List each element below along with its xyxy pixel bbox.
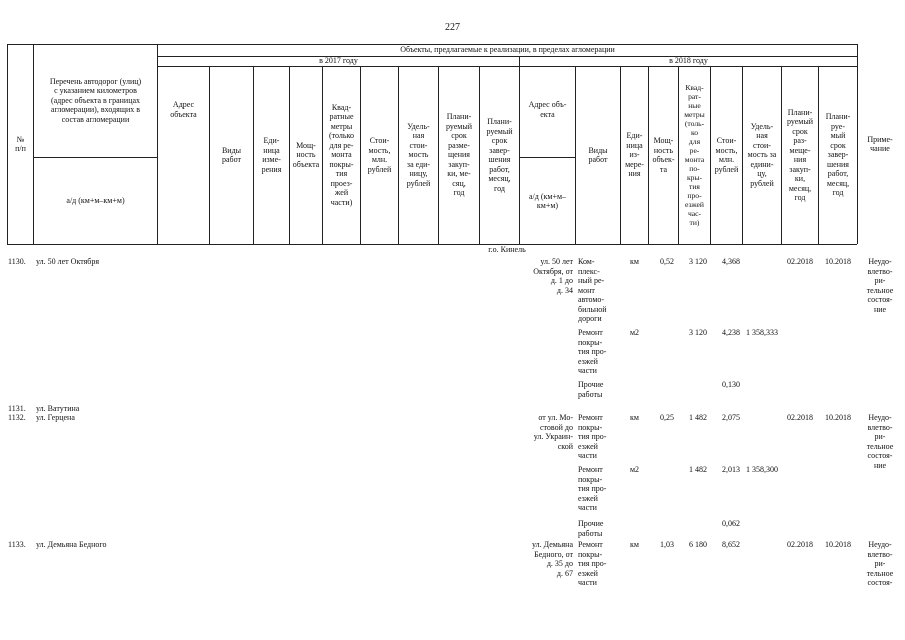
col-2017-finish: Плани- руемый срок завер- шения работ, месяц, год (486, 117, 513, 193)
row-num: 1130. (8, 257, 26, 266)
object-address: ул. Демьяна Бедного, от д. 35 до д. 67 (532, 540, 573, 578)
street-name: ул. 50 лет Октября (36, 257, 100, 266)
col-2018-address: Адрес объ- екта (528, 100, 567, 119)
note: Неудо- влетво- ри- тельное состоя- ние (866, 257, 894, 314)
work-type: Ремонт покры- тия про- езжей части (578, 540, 607, 587)
unit: м2 (629, 328, 640, 337)
work-type: Ремонт покры- тия про- езжей части (578, 413, 607, 460)
row-num: 1131. (8, 404, 26, 413)
cost: 0,130 (722, 380, 740, 389)
purchase-date: 02.2018 (787, 413, 813, 422)
unit: км (630, 413, 639, 422)
col-2017-unit: Еди- ница изме- рения (261, 136, 282, 174)
col-2017-purchase: Плани- руемый срок разме- щения закуп- ки, ме- сяц, год (445, 112, 473, 198)
col-2018-power: Мощ- ность объек- та (652, 136, 675, 174)
unit-cost: 1 358,300 (746, 465, 778, 474)
cost: 8,652 (722, 540, 740, 549)
purchase-date: 02.2018 (787, 257, 813, 266)
work-type: Прочие работы (578, 380, 604, 399)
power: 1,03 (660, 540, 674, 549)
unit: м2 (629, 465, 640, 474)
street-name: ул. Ватутина (36, 404, 80, 413)
square-meters: 3 120 (689, 328, 707, 337)
object-address: от ул. Мо- стовой до ул. Украин- ской (533, 413, 573, 451)
col-roads-header: Перечень автодорог (улиц) с указанием километров (адрес объекта в границах агломерации), входящих в состав агломерации (49, 76, 142, 124)
col-2018-road-km: а/д (км+м– км+м) (528, 191, 567, 210)
col-note-header: Приме- чание (867, 134, 893, 153)
col-2018-finish: Плани- руе- мый срок завер- шения работ, месяц, год (825, 112, 851, 198)
work-type: Ремонт покры- тия про- езжей части (578, 328, 607, 375)
col-2017-sqm: Квад- ратные метры (только для ре- монта покры- тия проез- жей части) (328, 102, 355, 207)
year-2017-header: в 2017 году (319, 56, 358, 66)
cost: 0,062 (722, 519, 740, 528)
col-2017-cost: Стои- мость, млн. рублей (367, 136, 392, 174)
street-name: ул. Герцена (36, 413, 75, 422)
finish-date: 10.2018 (825, 257, 851, 266)
note: Неудо- влетво- ри- тельное состоя- ние (866, 413, 894, 470)
square-meters: 3 120 (689, 257, 707, 266)
cost: 4,368 (722, 257, 740, 266)
cost: 4,238 (722, 328, 740, 337)
cost: 2,013 (722, 465, 740, 474)
square-meters: 1 482 (689, 413, 707, 422)
power: 0,52 (660, 257, 674, 266)
work-type: Ремонт покры- тия про- езжей части (578, 465, 607, 512)
col-2018-cost: Стои- мость, млн. рублей (714, 136, 739, 174)
unit-cost: 1 358,333 (746, 328, 778, 337)
unit: км (630, 540, 639, 549)
col-2018-sqm: Квад- рат- ные метры (толь- ко для ре- монта по- кры- тия про- езжей час- ти) (684, 83, 705, 227)
street-name: ул. Демьяна Бедного (36, 540, 107, 549)
page-number: 227 (445, 22, 460, 33)
col-2017-address: Адрес объекта (170, 100, 197, 119)
note: Неудо- влетво- ри- тельное состоя- (866, 540, 894, 587)
cost: 2,075 (722, 413, 740, 422)
row-num: 1133. (8, 540, 26, 549)
square-meters: 6 180 (689, 540, 707, 549)
unit: км (630, 257, 639, 266)
col-2018-unit: Еди- ница из- мере- ния (625, 131, 644, 179)
row-num: 1132. (8, 413, 26, 422)
work-type: Прочие работы (578, 519, 604, 538)
finish-date: 10.2018 (825, 540, 851, 549)
year-2018-header: в 2018 году (669, 56, 708, 66)
col-2018-purchase: Плани- руемый срок раз- меще- ния закуп- ки, месяц, год (786, 107, 814, 202)
col-num-header: № п/п (15, 134, 26, 153)
objects-title: Объекты, предлагаемые к реализации, в пределах агломерации (400, 45, 615, 55)
col-2018-works: Виды работ (588, 145, 608, 164)
object-address: ул. 50 лет Октября, от д. 1 до д. 34 (533, 257, 573, 295)
city-name: г.о. Кинель (488, 245, 526, 255)
power: 0,25 (660, 413, 674, 422)
col-2017-power: Мощ- ность объекта (292, 140, 320, 169)
col-2017-unit-cost: Удель- ная стои- мость за еди- ницу, рублей (406, 121, 431, 188)
work-type: Ком- плекс- ный ре- монт автомо- бильной дороги (578, 257, 607, 323)
square-meters: 1 482 (689, 465, 707, 474)
col-2017-works: Виды работ (221, 145, 242, 164)
finish-date: 10.2018 (825, 413, 851, 422)
col-road-km-header: а/д (км+м–км+м) (66, 196, 125, 206)
col-2018-unit-cost: Удель- ная стои- мость за едини- цу, рублей (747, 121, 777, 188)
purchase-date: 02.2018 (787, 540, 813, 549)
